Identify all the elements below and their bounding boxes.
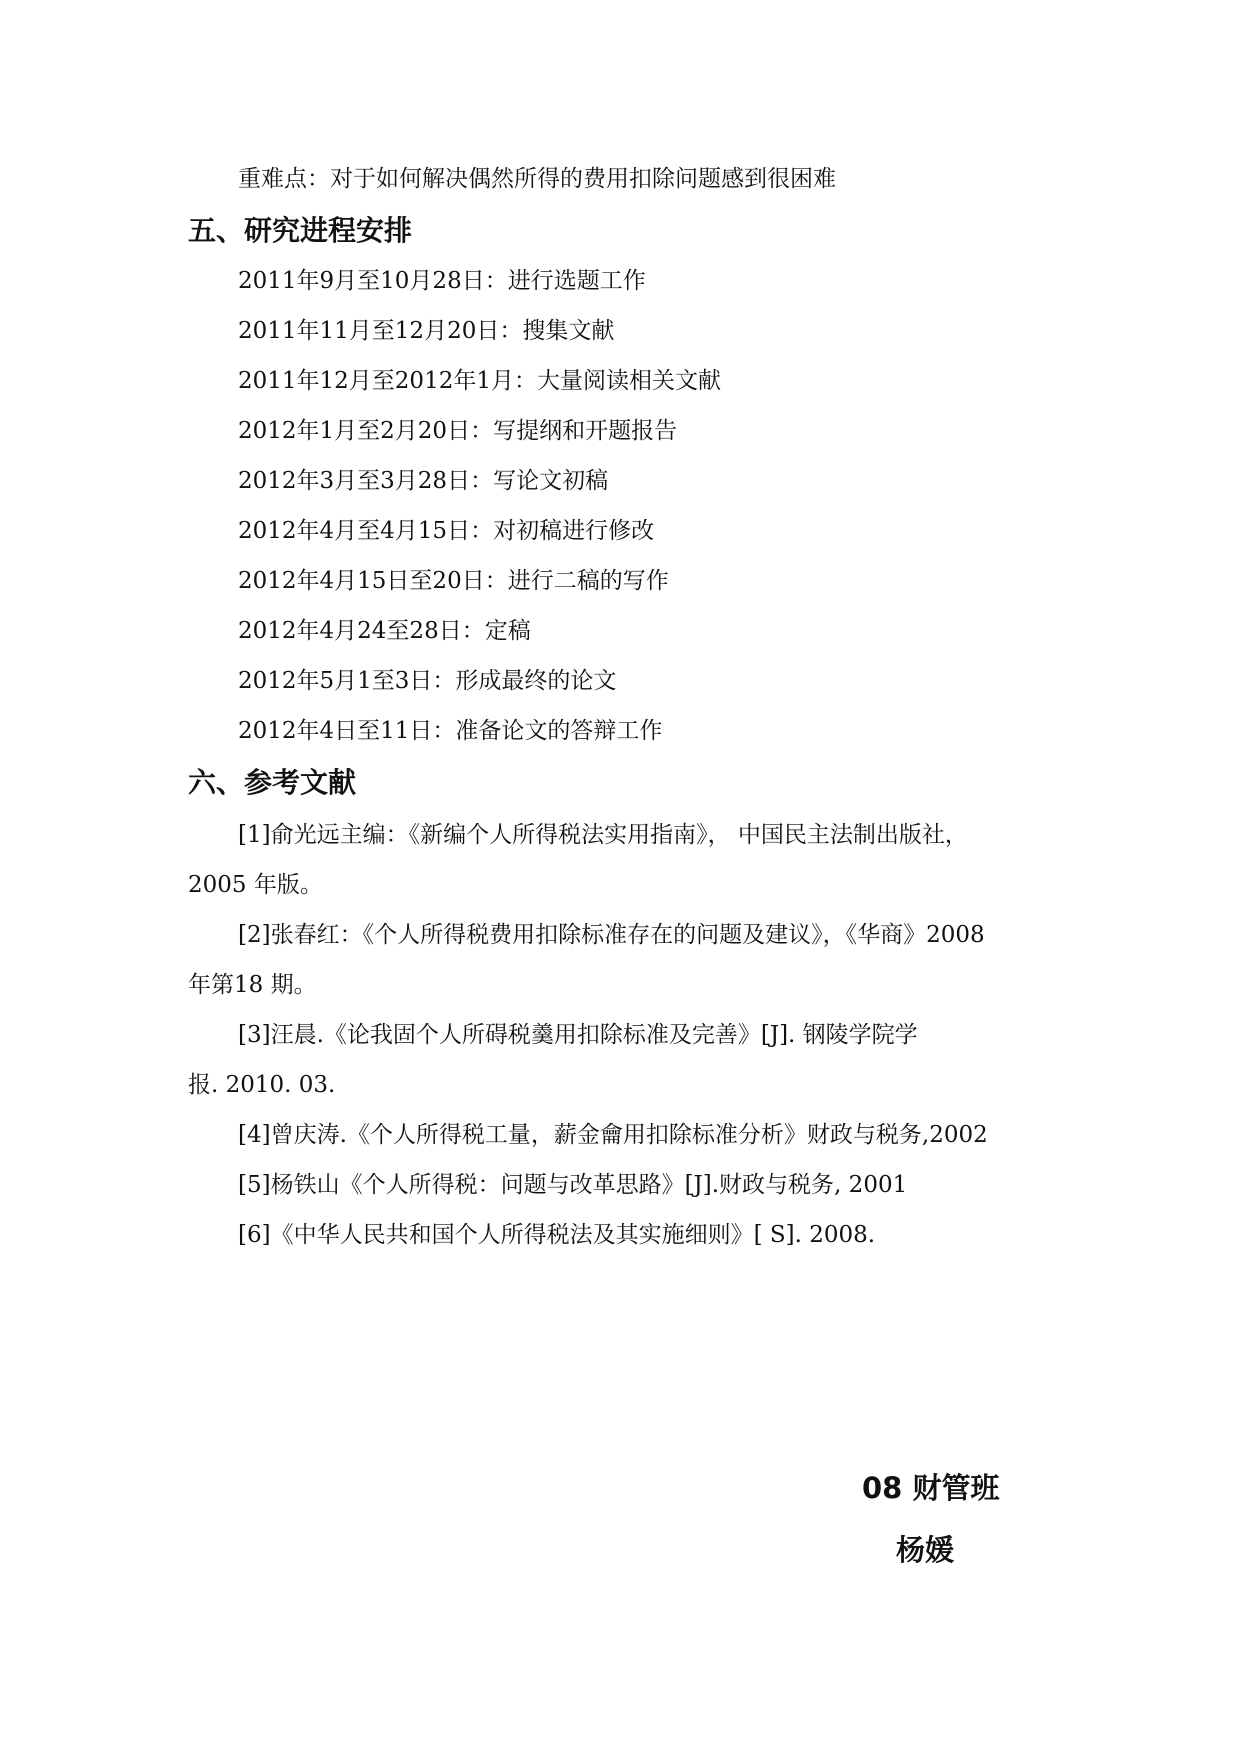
- reference-item: [3]汪晨.《论我固个人所碍税羹用扣除标准及完善》[J]. 钢陵学院学: [238, 1022, 918, 1048]
- schedule-item: 2012年4月15日至20日：进行二稿的写作: [238, 568, 669, 594]
- schedule-item: 2011年12月至2012年1月：大量阅读相关文献: [238, 368, 721, 394]
- schedule-item: 2011年11月至12月20日：搜集文献: [238, 318, 615, 344]
- section-heading-references: 六、参考文献: [188, 766, 357, 799]
- reference-item: [2]张春红：《个人所得税费用扣除标准存在的问题及建议》，《华商》2008: [238, 922, 985, 948]
- signature-name: 杨媛: [896, 1533, 955, 1567]
- schedule-item: 2012年4日至11日：准备论文的答辩工作: [238, 718, 663, 744]
- difficulty-text: 重难点：对于如何解决偶然所得的费用扣除问题感到很困难: [238, 166, 836, 192]
- signature-class: 08 财管班: [862, 1471, 1000, 1505]
- reference-item: [1]俞光远主编：《新编个人所得税法实用指南》， 中国民主法制出版社，: [238, 822, 968, 848]
- reference-item: [5]杨铁山《个人所得税：问题与改革思路》[J].财政与税务, 2001: [238, 1172, 908, 1198]
- schedule-item: 2012年5月1至3日：形成最终的论文: [238, 668, 617, 694]
- reference-item-continuation: 年第18 期。: [188, 972, 317, 998]
- reference-item-continuation: 2005 年版。: [188, 872, 323, 898]
- reference-item-continuation: 报. 2010. 03.: [188, 1072, 336, 1098]
- schedule-item: 2012年4月至4月15日：对初稿进行修改: [238, 518, 655, 544]
- schedule-item: 2011年9月至10月28日：进行选题工作: [238, 268, 646, 294]
- schedule-item: 2012年4月24至28日：定稿: [238, 618, 531, 644]
- reference-item: [4]曾庆涛.《个人所得税工量，薪金龠用扣除标准分析》财政与税务,2002: [238, 1122, 988, 1148]
- reference-item: [6]《中华人民共和国个人所得税法及其实施细则》[ S]. 2008.: [238, 1222, 876, 1248]
- schedule-item: 2012年1月至2月20日：写提纲和开题报告: [238, 418, 678, 444]
- section-heading-schedule: 五、研究进程安排: [188, 214, 413, 247]
- schedule-item: 2012年3月至3月28日：写论文初稿: [238, 468, 609, 494]
